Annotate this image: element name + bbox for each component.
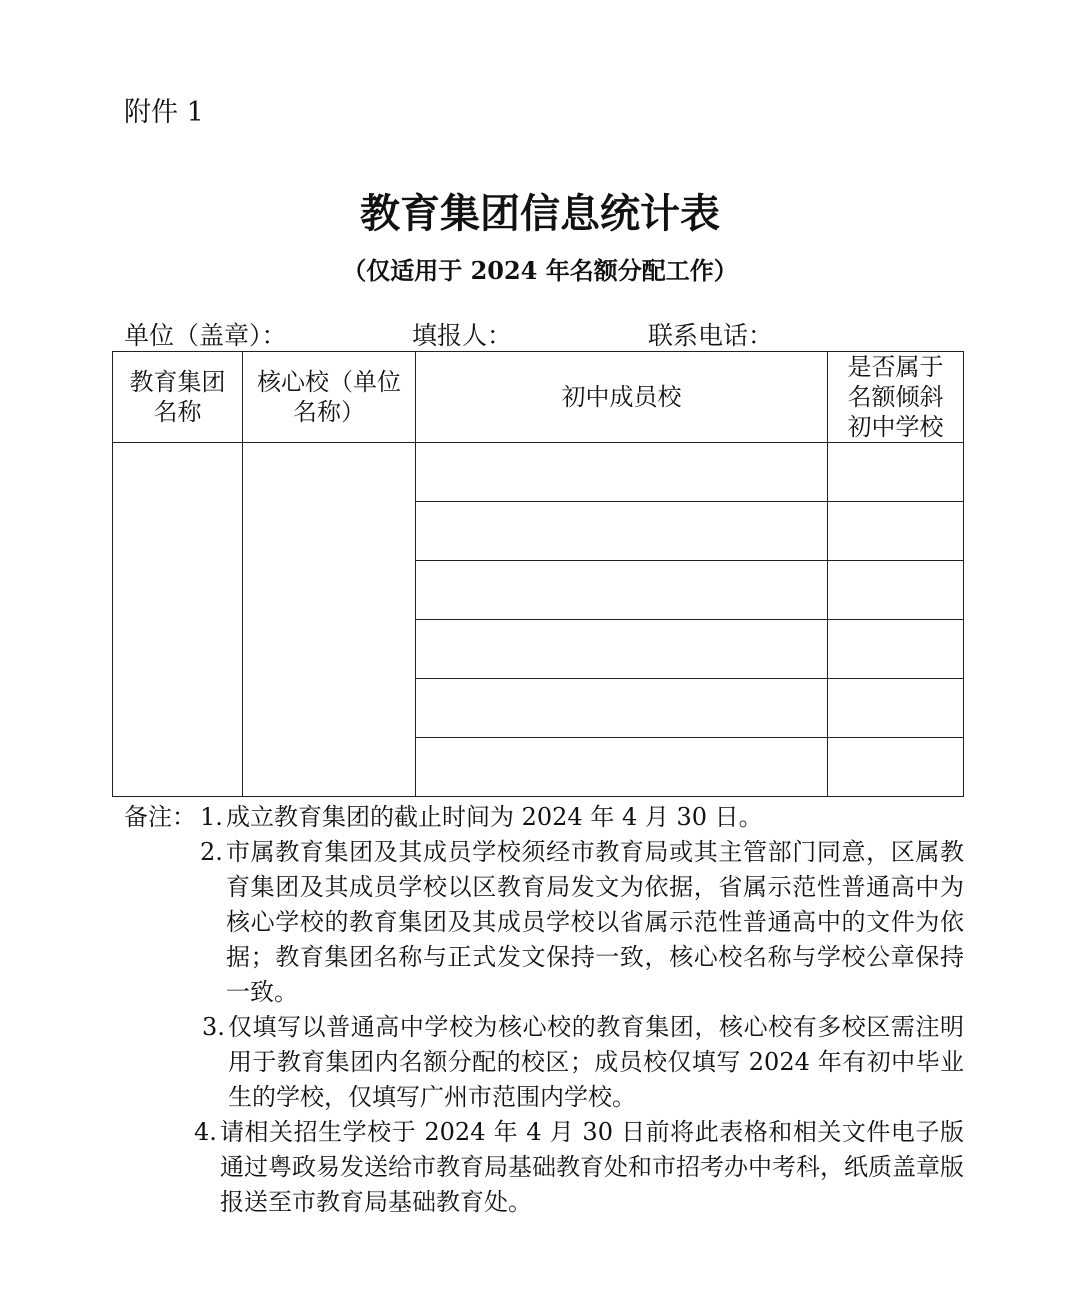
note-number: 1.: [200, 803, 223, 831]
table-row: [113, 443, 964, 502]
quota-tilt-cell[interactable]: [828, 738, 964, 797]
table-header-row: [113, 352, 964, 443]
header-core-school: 核心校（单位名称）: [243, 352, 416, 443]
filler-field: 填报人：: [412, 321, 513, 350]
core-school-cell[interactable]: [243, 443, 416, 797]
header-quota-tilt: 是否属于名额倾斜初中学校: [828, 352, 964, 443]
attachment-label: 附件 1: [124, 97, 204, 128]
member-school-cell[interactable]: [416, 679, 828, 738]
note-text: 仅填写以普通高中学校为核心校的教育集团，核心校有多校区需注明用于教育集团内名额分配的校区；成员校仅填写 2024 年有初中毕业生的学校，仅填写广州市范围内学校。: [228, 1013, 964, 1111]
notes-section: [124, 800, 964, 1220]
note-number: 2.: [200, 838, 223, 866]
header-member-schools: 初中成员校: [416, 352, 828, 443]
note-item-3: [202, 1010, 964, 1115]
group-name-cell[interactable]: [113, 443, 243, 797]
quota-tilt-cell[interactable]: [828, 443, 964, 502]
note-item-2: [200, 835, 964, 1010]
notes-label: 备注：: [124, 803, 196, 831]
member-school-cell[interactable]: [416, 443, 828, 502]
note-number: 3.: [202, 1013, 225, 1041]
note-item-4: [194, 1115, 964, 1220]
note-text: 请相关招生学校于 2024 年 4 月 30 日前将此表格和相关文件电子版通过粤政易发送给市教育局基础教育处和市招考办中考科，纸质盖章版报送至市教育局基础教育处。: [220, 1118, 964, 1216]
member-school-cell[interactable]: [416, 561, 828, 620]
note-number: 4.: [194, 1118, 217, 1146]
quota-tilt-cell[interactable]: [828, 679, 964, 738]
phone-field: 联系电话：: [648, 321, 774, 350]
note-item-1: [124, 800, 964, 835]
quota-tilt-cell[interactable]: [828, 561, 964, 620]
info-table: [112, 351, 964, 797]
member-school-cell[interactable]: [416, 502, 828, 561]
unit-seal-field: 单位（盖章）：: [124, 321, 287, 350]
document-subtitle: （仅适用于 2024 年名额分配工作）: [342, 256, 738, 285]
document-title: 教育集团信息统计表: [360, 191, 720, 237]
note-text: 市属教育集团及其成员学校须经市教育局或其主管部门同意，区属教育集团及其成员学校以区教育局发文为依据，省属示范性普通高中为核心学校的教育集团及其成员学校以省属示范性普通高中的文件为依据；教育集团名称与正式发文保持一致，核心校名称与学校公章保持一致。: [226, 838, 964, 1006]
note-text: 成立教育集团的截止时间为 2024 年 4 月 30 日。: [226, 803, 763, 831]
member-school-cell[interactable]: [416, 738, 828, 797]
quota-tilt-cell[interactable]: [828, 502, 964, 561]
quota-tilt-cell[interactable]: [828, 620, 964, 679]
member-school-cell[interactable]: [416, 620, 828, 679]
header-group-name: 教育集团名称: [113, 352, 243, 443]
